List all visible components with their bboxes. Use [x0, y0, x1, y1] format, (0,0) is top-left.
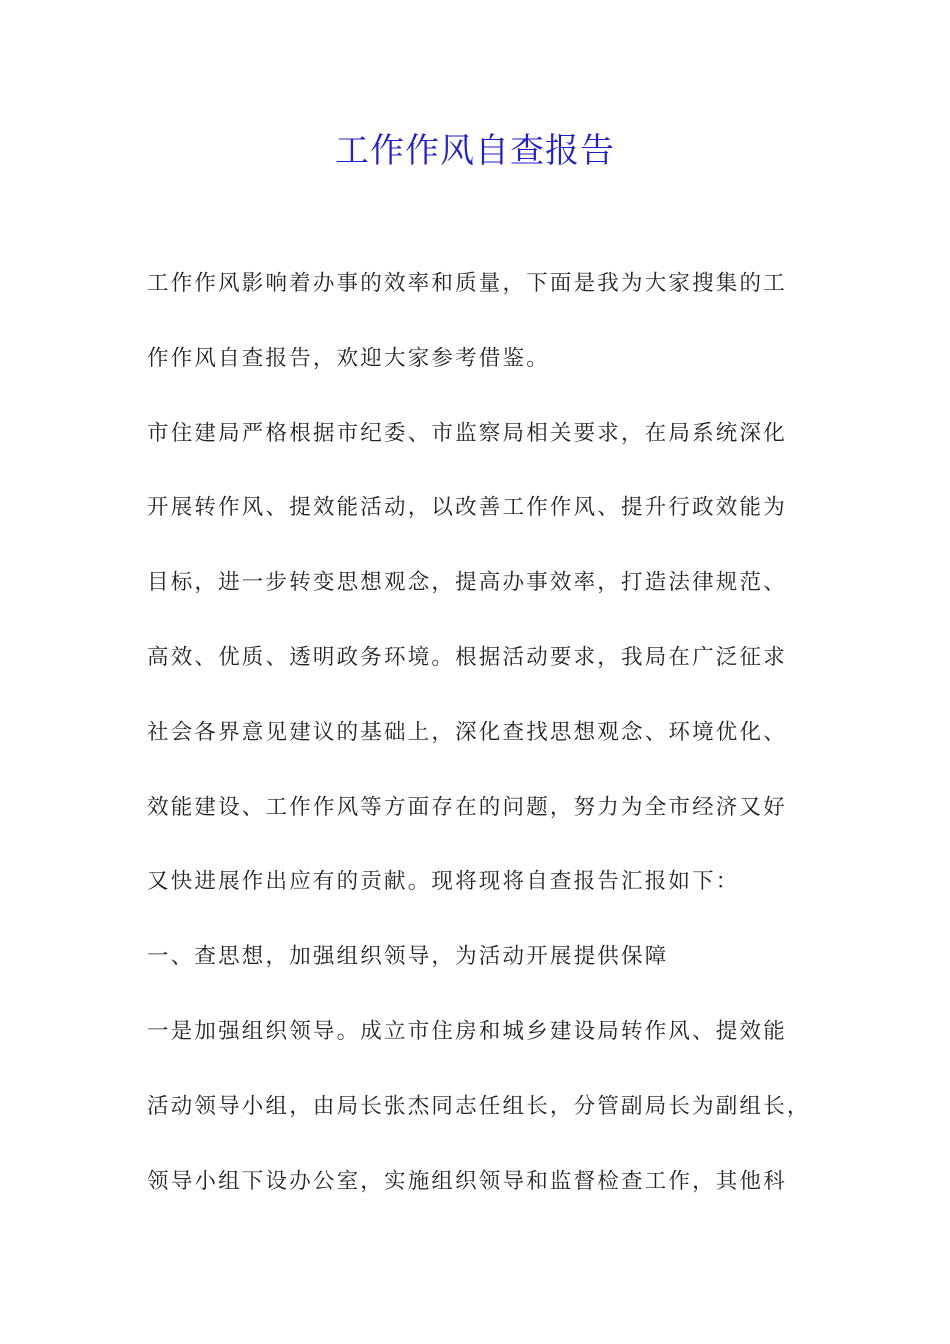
- body-line-2: 作作风自查报告，欢迎大家参考借鉴。: [147, 345, 550, 371]
- body-line-11: 一是加强组织领导。成立市住房和城乡建设局转作风、提效能: [147, 1018, 787, 1044]
- body-line-3: 市住建局严格根据市纪委、市监察局相关要求，在局系统深化: [147, 420, 787, 446]
- document-body: [147, 262, 847, 1234]
- body-line-9: 又快进展作出应有的贡献。现将现将自查报告汇报如下：: [147, 869, 740, 895]
- body-line-6: 高效、优质、透明政务环境。根据活动要求，我局在广泛征求: [147, 644, 787, 670]
- body-line-13: 领导小组下设办公室，实施组织领导和监督检查工作，其他科: [147, 1168, 787, 1194]
- body-line-12: 活动领导小组，由局长张杰同志任组长，分管副局长为副组长，: [147, 1093, 811, 1119]
- document-title: 工作作风自查报告: [335, 131, 615, 171]
- body-line-5: 目标，进一步转变思想观念，提高办事效率，打造法律规范、: [147, 570, 787, 596]
- body-line-1: 工作作风影响着办事的效率和质量，下面是我为大家搜集的工: [147, 271, 787, 296]
- body-line-8: 效能建设、工作作风等方面存在的问题，努力为全市经济又好: [147, 794, 787, 820]
- body-line-7: 社会各界意见建议的基础上，深化查找思想观念、环境优化、: [147, 719, 787, 745]
- body-line-4: 开展转作风、提效能活动，以改善工作作风、提升行政效能为: [147, 495, 787, 521]
- section-heading-1: 一、查思想，加强组织领导，为活动开展提供保障: [147, 944, 669, 970]
